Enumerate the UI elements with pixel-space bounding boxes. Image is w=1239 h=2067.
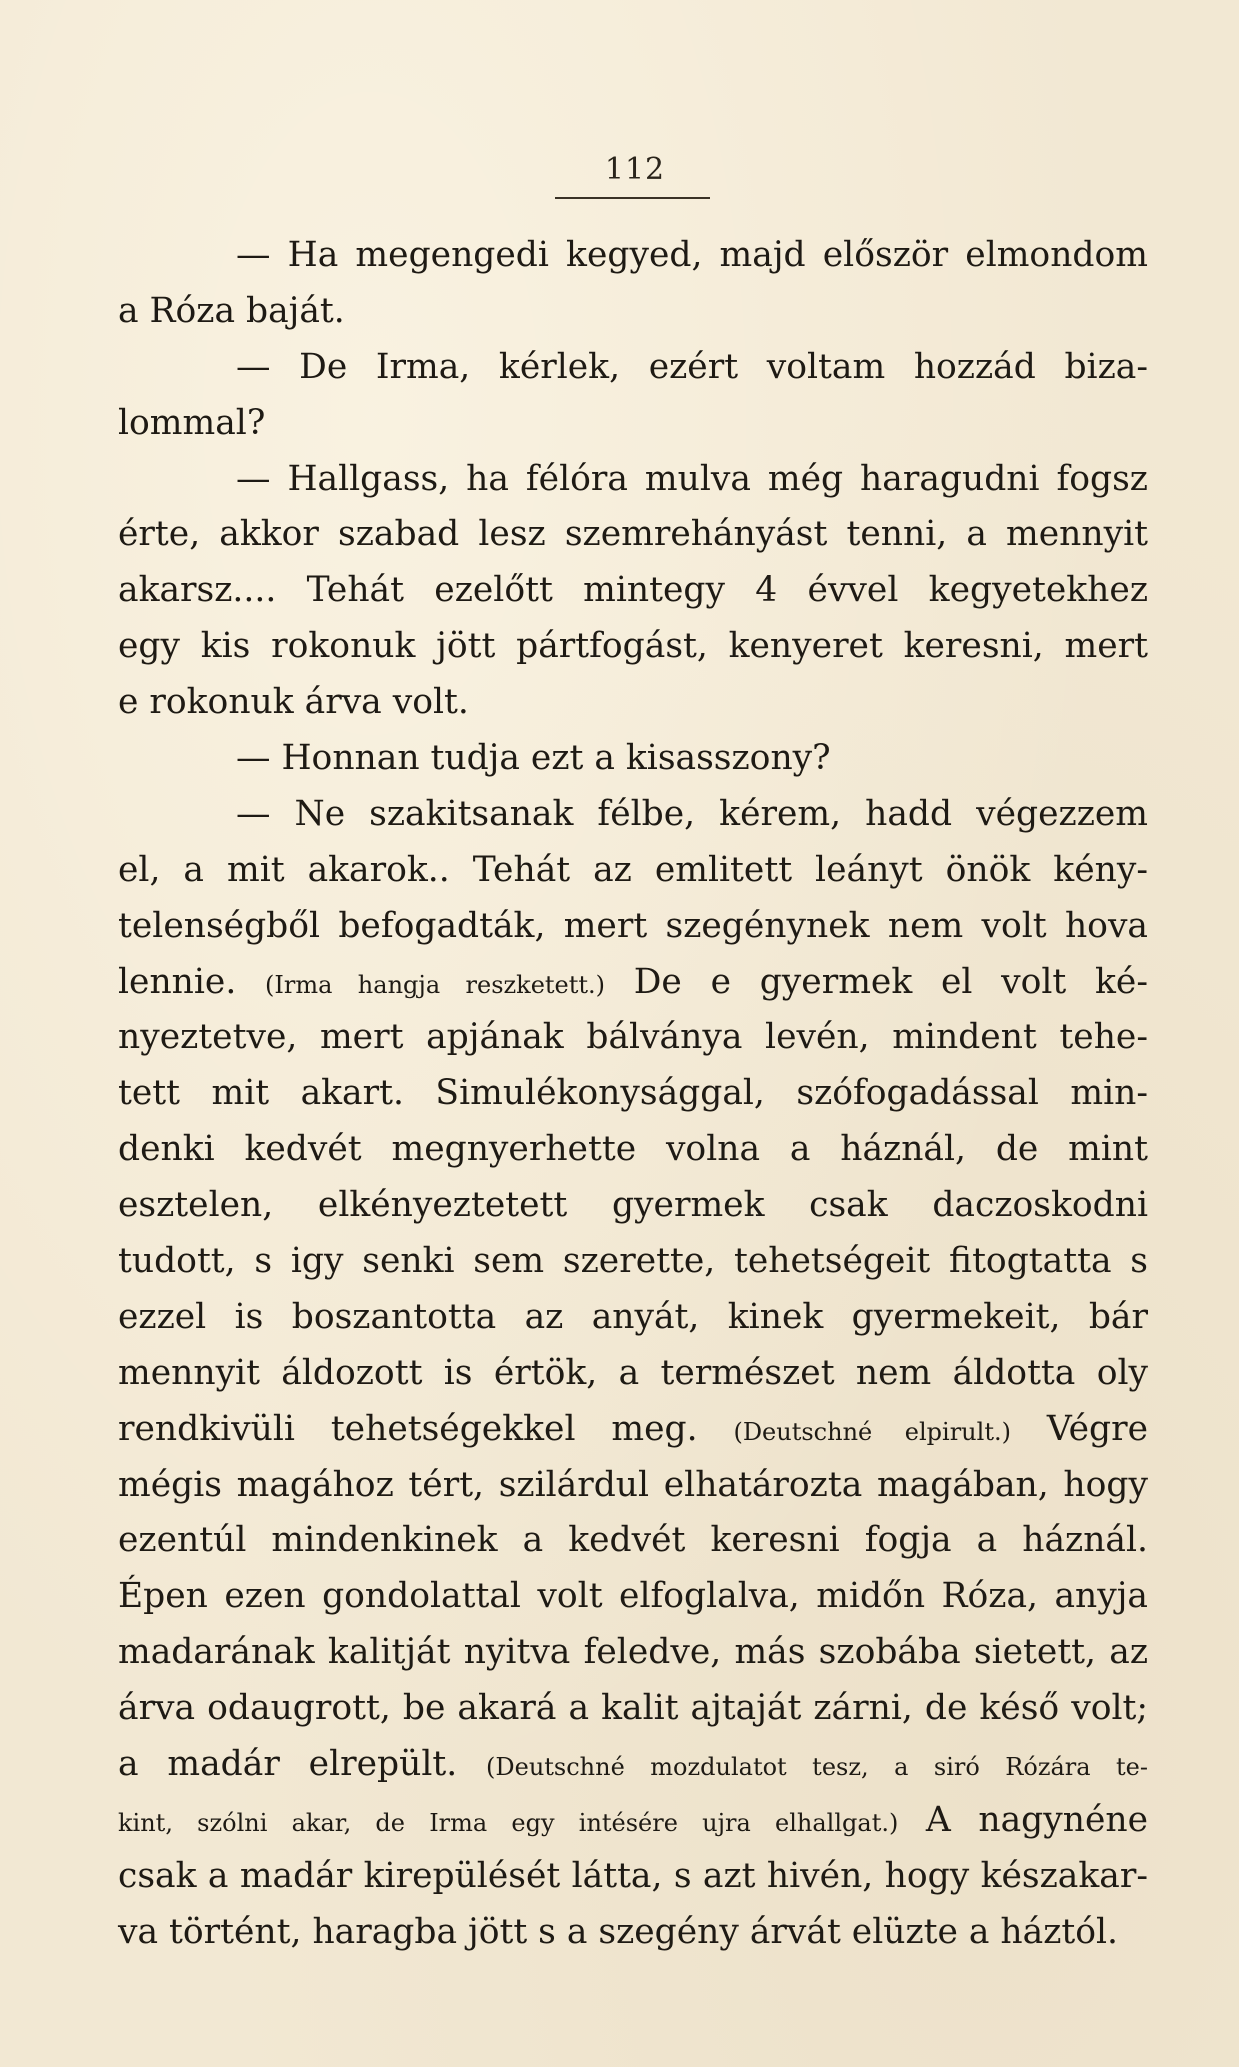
- text-segment: De e gyermek el volt ké-: [605, 961, 1148, 1002]
- text-line: el, a mit akarok.. Tehát az emlitett leányt önök kény-: [118, 849, 1148, 890]
- stage-direction: (Deutschné mozdulatot tesz, a siró Rózára te-: [486, 1753, 1148, 1782]
- text-line: érte, akkor szabad lesz szemrehányást tenni, a mennyit: [118, 514, 1148, 555]
- text-line: tett mit akart. Simulékonysággal, szófogadással min-: [118, 1073, 1148, 1114]
- text-line: árva odaugrott, be akará a kalit ajtaját zárni, de késő volt;: [118, 1688, 1148, 1729]
- text-line: mégis magához tért, szilárdul elhatározta magában, hogy: [118, 1464, 1148, 1505]
- text-line: csak a madár kirepülését látta, s azt hivén, hogy készakar-: [118, 1855, 1148, 1896]
- text-line: [118, 955, 1148, 1011]
- stage-direction: kint, szólni akar, de Irma egy intésére ujra elhallgat.): [118, 1808, 899, 1837]
- text-line: esztelen, elkényeztetett gyermek csak daczoskodni: [118, 1185, 1148, 1226]
- text-line: madarának kalitját nyitva feledve, más szobába sietett, az: [118, 1632, 1148, 1673]
- text-line: ezentúl mindenkinek a kedvét keresni fogja a háznál.: [118, 1520, 1148, 1561]
- text-segment: Végre: [1010, 1408, 1148, 1449]
- text-line: ezzel is boszantotta az anyát, kinek gyermekeit, bár: [118, 1296, 1148, 1337]
- text-line: nyeztetve, mert apjának bálványa levén, mindent tehe-: [118, 1017, 1148, 1058]
- text-segment: lennie.: [118, 961, 266, 1002]
- text-line: — Honnan tudja ezt a kisasszony?: [236, 738, 831, 779]
- text-line: denki kedvét megnyerhette volna a háznál, de mint: [118, 1129, 1148, 1170]
- text-line: telenségből befogadták, mert szegénynek nem volt hova: [118, 905, 1148, 946]
- text-line: mennyit áldozott is értök, a természet nem áldotta oly: [118, 1352, 1148, 1393]
- header-rule: [555, 197, 710, 199]
- text-line: egy kis rokonuk jött pártfogást, kenyeret keresni, mert: [118, 626, 1148, 667]
- stage-direction: (Irma hangja reszketett.): [265, 970, 606, 999]
- stage-direction: (Deutschné elpirult.): [733, 1417, 1011, 1446]
- body-text: [118, 228, 1148, 1961]
- text-segment: A nagynéne: [898, 1799, 1149, 1840]
- text-line: — De Irma, kérlek, ezért voltam hozzád biza-: [236, 346, 1148, 387]
- text-line: — Ha megengedi kegyed, majd először elmondom: [236, 235, 1148, 275]
- page-number: 112: [604, 152, 666, 187]
- text-line: tudott, s igy senki sem szerette, tehetségeit fitogtatta s: [118, 1241, 1148, 1282]
- text-line: [118, 1402, 1148, 1458]
- text-segment: rendkivüli tehetségekkel meg.: [118, 1408, 734, 1449]
- text-line: — Hallgass, ha félóra mulva még haragudni fogsz: [236, 458, 1148, 499]
- text-line: [118, 1737, 1148, 1793]
- text-line: lommal?: [118, 402, 266, 443]
- text-line: akarsz.... Tehát ezelőtt mintegy 4 évvel kegyetekhez: [118, 570, 1148, 611]
- text-line: va történt, haragba jött s a szegény árvát elüzte a háztól.: [118, 1911, 1119, 1952]
- text-line: [118, 1793, 1148, 1849]
- text-line: Épen ezen gondolattal volt elfoglalva, midőn Róza, anyja: [118, 1576, 1148, 1617]
- text-line: a Róza baját.: [118, 290, 345, 331]
- text-line: — Ne szakitsanak félbe, kérem, hadd végezzem: [236, 793, 1148, 834]
- text-segment: a madár elrepült.: [118, 1744, 487, 1785]
- text-line: e rokonuk árva volt.: [118, 682, 469, 723]
